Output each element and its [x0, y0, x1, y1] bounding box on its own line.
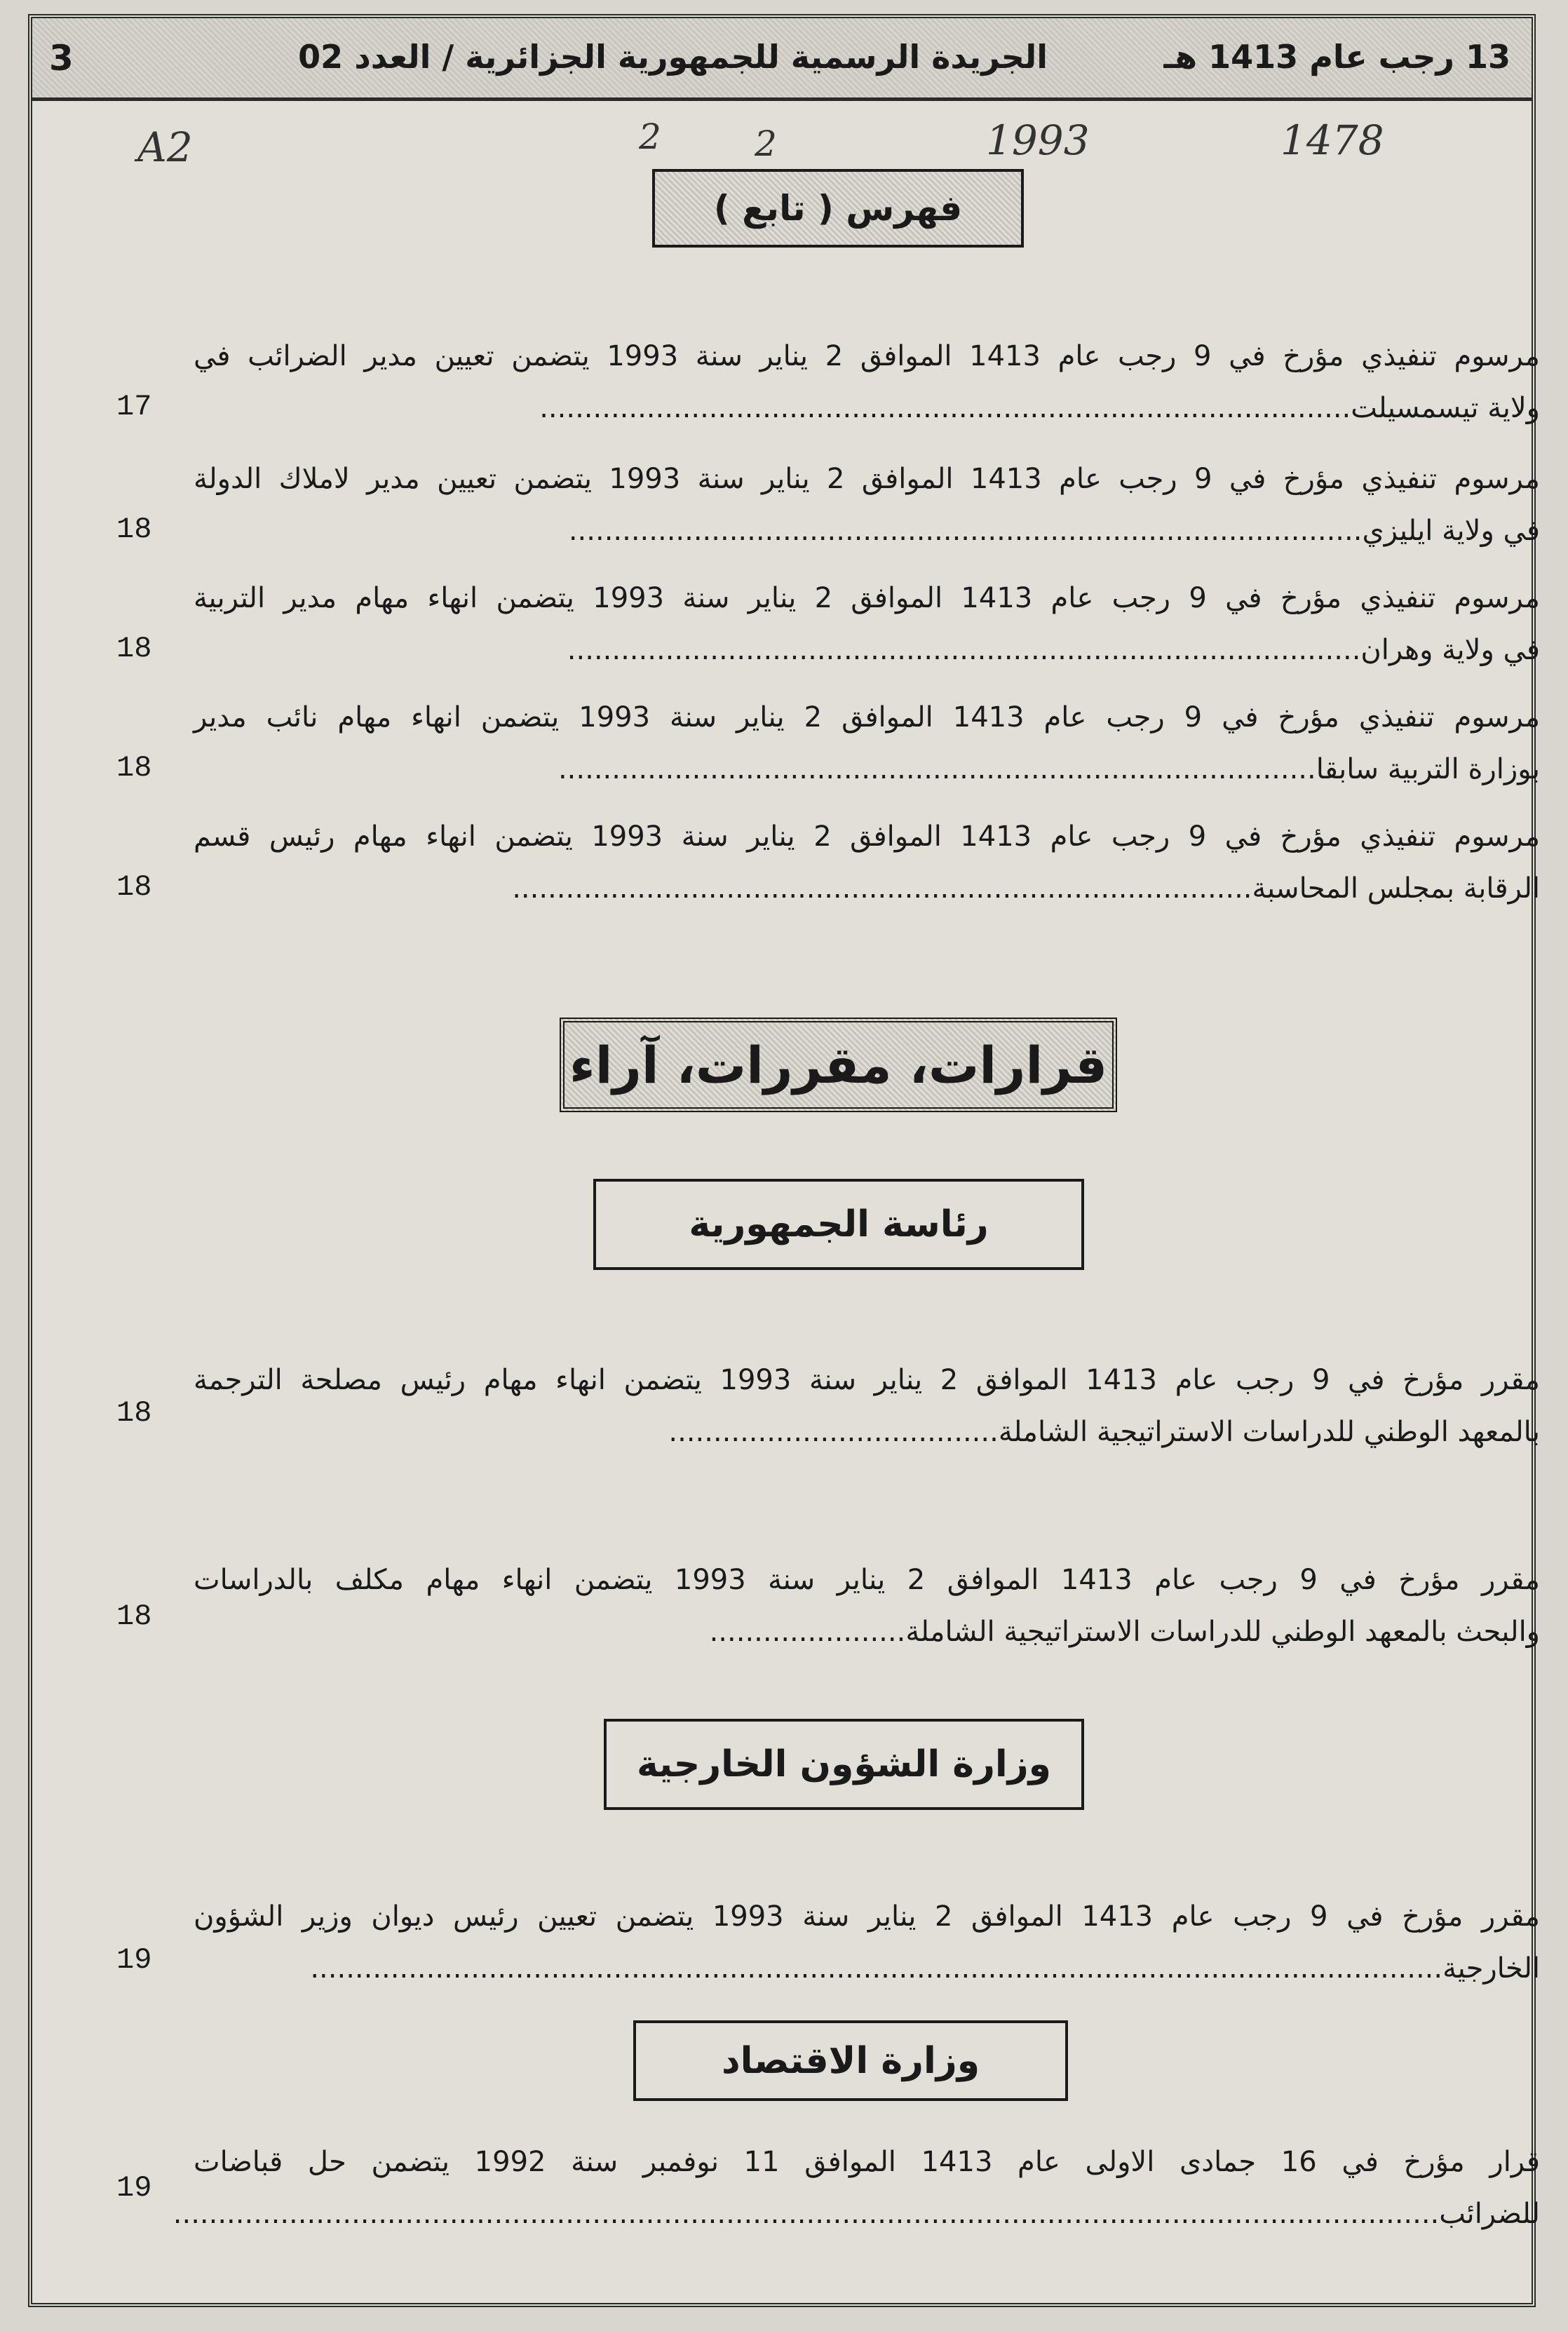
index-title: فهرس ( تابع ) [713, 188, 963, 229]
header-page-number: 3 [49, 38, 74, 79]
entry-line-1: مرسوم تنفيذي مؤرخ في 9 رجب عام 1413 الموافق 2 يناير سنة 1993 يتضمن انهاء مهام رئيس قسم [194, 820, 1541, 853]
entry-line-2-text: في ولاية ايليزي [1362, 515, 1540, 547]
section-title: قرارات، مقررات، آراء [569, 1035, 1108, 1095]
entry-line-1: مقرر مؤرخ في 9 رجب عام 1413 الموافق 2 يناير سنة 1993 يتضمن انهاء مهام مكلف بالدراسات [194, 1564, 1540, 1596]
entry-line-2-text: الخارجية [1442, 1952, 1540, 1985]
entry-line-2: بالمعهد الوطني للدراسات الاستراتيجية الشاملة..................................... [668, 1416, 1540, 1448]
entry-line-1: مرسوم تنفيذي مؤرخ في 9 رجب عام 1413 الموافق 2 يناير سنة 1993 يتضمن انهاء مهام نائب مدير [194, 701, 1540, 734]
handwritten-note-number: 1478 [1280, 116, 1384, 164]
entry-line-2-text: في ولاية وهران [1360, 634, 1540, 666]
index-entry [194, 453, 1540, 557]
entry-line-2: الخارجية............................................................................................................................... [310, 1952, 1540, 1985]
entry-line-2-text: للضرائب [1439, 2198, 1540, 2230]
entry-line-2: في ولاية وهران......................................................................................... [567, 634, 1540, 666]
entry-line-2-text: ولاية تيسمسيلت [1351, 392, 1540, 424]
page-header [32, 18, 1532, 101]
index-entry [194, 811, 1540, 914]
foreign-affairs-title-box [604, 1719, 1084, 1810]
index-entry [173, 2136, 1540, 2240]
index-entry [194, 572, 1540, 676]
entry-line-2-text: الرقابة بمجلس المحاسبة [1252, 872, 1540, 905]
index-title-box [652, 169, 1024, 248]
section-title-box [560, 1018, 1117, 1112]
handwritten-note-a2: A2 [137, 123, 193, 171]
header-date: 13 رجب عام 1413 هـ [1163, 38, 1510, 76]
index-entry [194, 691, 1540, 795]
entry-page-number: 18 [116, 1600, 152, 1633]
entry-line-1: قرار مؤرخ في 16 جمادى الاولى عام 1413 الموافق 11 نوفمبر سنة 1992 يتضمن حل قباضات [194, 2146, 1540, 2178]
entry-line-2: الرقابة بمجلس المحاسبة................................................................................... [512, 872, 1540, 905]
economy-title-box [633, 2020, 1068, 2101]
entry-line-1: مقرر مؤرخ في 9 رجب عام 1413 الموافق 2 يناير سنة 1993 يتضمن تعيين رئيس ديوان وزير الشؤون [194, 1900, 1540, 1933]
index-entry [194, 1554, 1540, 1658]
index-entry [194, 330, 1540, 434]
presidency-title-box [593, 1179, 1084, 1270]
entry-line-2-text: بالمعهد الوطني للدراسات الاستراتيجية الشاملة [998, 1416, 1540, 1448]
entry-page-number: 18 [116, 1396, 152, 1430]
entry-page-number: 18 [116, 513, 152, 546]
entry-line-2: في ولاية ايليزي......................................................................................... [568, 515, 1540, 547]
entry-page-number: 18 [116, 632, 152, 665]
entry-page-number: 18 [116, 751, 152, 785]
handwritten-note-year: 1993 [986, 116, 1090, 164]
handwritten-note-2b: 2 [755, 123, 777, 164]
entry-line-1: مرسوم تنفيذي مؤرخ في 9 رجب عام 1413 الموافق 2 يناير سنة 1993 يتضمن تعيين مدير لاملاك الدولة [194, 463, 1540, 495]
presidency-title: رئاسة الجمهورية [689, 1203, 989, 1245]
entry-line-2: للضرائب.............................................................................................................................................. [173, 2198, 1540, 2230]
index-entry [194, 1891, 1540, 1994]
economy-title: وزارة الاقتصاد [721, 2039, 980, 2082]
entry-line-2: بوزارة التربية سابقا..................................................................................... [557, 753, 1540, 785]
entry-line-2-text: بوزارة التربية سابقا [1316, 753, 1540, 785]
document-page [28, 14, 1541, 2307]
entry-line-2-text: والبحث بالمعهد الوطني للدراسات الاستراتيجية الشاملة [905, 1616, 1540, 1648]
entry-line-2: والبحث بالمعهد الوطني للدراسات الاستراتيجية الشاملة...................... [709, 1616, 1540, 1648]
entry-page-number: 19 [116, 1943, 152, 1977]
header-journal-title: الجريدة الرسمية للجمهورية الجزائرية / العدد 02 [298, 38, 1048, 76]
entry-page-number: 19 [116, 2171, 152, 2205]
entry-line-2: ولاية تيسمسيلت........................................................................................... [539, 392, 1540, 424]
index-entry [194, 1354, 1540, 1458]
entry-page-number: 17 [116, 390, 152, 424]
entry-line-1: مقرر مؤرخ في 9 رجب عام 1413 الموافق 2 يناير سنة 1993 يتضمن انهاء مهام رئيس مصلحة الترجمة [194, 1364, 1540, 1396]
foreign-affairs-title: وزارة الشؤون الخارجية [636, 1743, 1052, 1785]
entry-line-1: مرسوم تنفيذي مؤرخ في 9 رجب عام 1413 الموافق 2 يناير سنة 1993 يتضمن انهاء مهام مدير التربية [194, 582, 1540, 614]
entry-line-1: مرسوم تنفيذي مؤرخ في 9 رجب عام 1413 الموافق 2 يناير سنة 1993 يتضمن تعيين مدير الضرائب في [194, 340, 1540, 372]
handwritten-note-2a: 2 [639, 116, 661, 157]
entry-page-number: 18 [116, 870, 152, 904]
